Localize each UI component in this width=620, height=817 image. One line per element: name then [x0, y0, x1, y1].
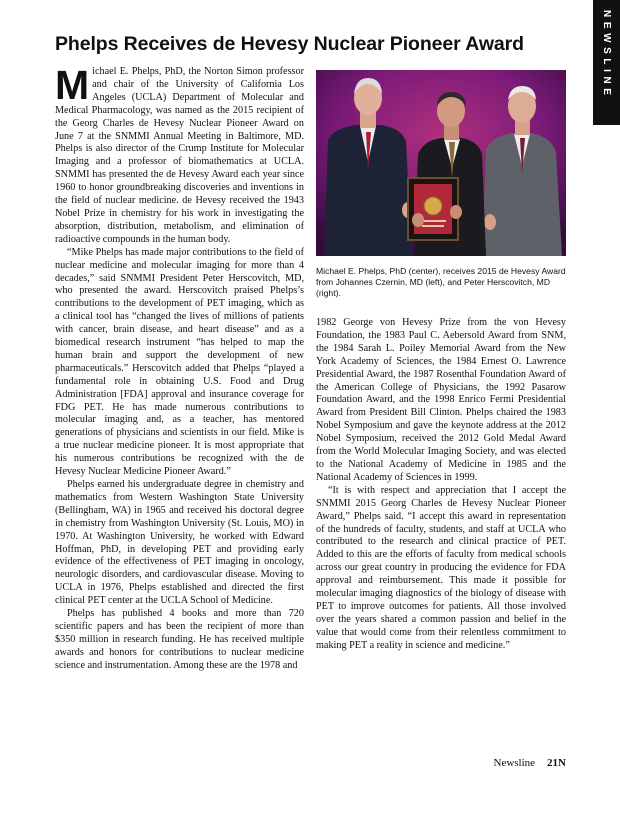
article-paragraph: “It is with respect and appreciation that I accept the SNMMI 2015 Georg Charles de Hevesy Nuclear Pioneer Award,” Phelps said. “I accept this award in representation of the hundreds of faculty, students, and staff at UCLA who contributed to the research and clinical practice of PET. Added to this are the efforts of faculty from medical schools across our great country in producing the evidence for FDA approval and reimbursement. This made it possible for molecular imaging diagnostics of the biology of disease with PET to improve outcomes for patients. All those involved over the years shared a common passion and belief in the value that would come from their relentless commitment to making PET a reality in science and medicine.” — [316, 484, 566, 651]
page-footer — [470, 757, 566, 769]
publication-name: Newsline — [493, 757, 536, 769]
article-paragraph: Phelps earned his undergraduate degree in chemistry and mathematics from Western Washington State University (Bellingham, WA) in 1965 and received his doctoral degree in chemistry from Washington University (St. Louis, MO) in 1970. At Washington University, he worked with Edward Hoffman, PhD, in developing PET and providing early evidence of the effectiveness of PET imaging in oncology, neurologic disorders, and cardiovascular disease. Moving to UCLA in 1976, Phelps established and directed the first clinical PET center at the UCLA School of Medicine. — [55, 479, 304, 607]
photo-caption: Michael E. Phelps, PhD (center), receives 2015 de Hevesy Award from Johannes Czernin, MD (left), and Peter Herscovitch, MD (right). — [316, 266, 566, 298]
section-tab — [593, 0, 620, 125]
section-label: NEWSLINE — [601, 10, 612, 100]
article-paragraph: 1982 George von Hevesy Prize from the von Hevesy Foundation, the 1983 Paul C. Aebersold Award from SNM, the 1984 Sarah L. Poiley Memorial Award from the New York Academy of Sciences, the 1984 Ernest O. Lawrence Presidential Award, the 1987 Rosenthal Foundation Award of the American College of Physicians, the 1992 Pasarow Foundation Award, and the 1998 Enrico Fermi Presidential Award from President Bill Clinton. Phelps chaired the 1983 Nobel Symposium and gave the keynote address at the 2012 Nobel Symposium, received the 2012 Gold Medal Award from the World Molecular Imaging Society, and was elected to the National Academy of Medicine in 1985 and the National Academy of Sciences in 1999. — [316, 317, 566, 483]
award-plaque — [408, 178, 458, 240]
page-number: 21N — [547, 757, 566, 769]
drop-cap: M — [55, 62, 90, 108]
article-paragraph: “Mike Phelps has made major contributions to the field of nuclear medicine and molecular imaging for more than 4 decades,” said SNMMI President Peter Herscovitch, MD, who presented the award. Herscovitch praised Phelps’s contributions to the development of PET imaging, which as a clinical tool has “changed the lives of millions of patients with cancer, brain disease, and heart disease” and as a biomedical research instrument “has helped to map the human brain and support the development of new pharmaceuticals.” Herscovitch added that Phelps “played a fundamental role in obtaining U.S. Food and Drug Administration [FDA] approval and insurance coverage for FDG PET. He has made numerous contributions to molecular imaging and, as a teacher, has mentored generations of physicians and scientists in our field. Mike is a true nuclear medicine pioneer. It is most appropriate that his numerous contributions be recognized with the de Hevesy Nuclear Medicine Pioneer Award.” — [55, 246, 304, 478]
article-paragraph: Phelps has published 4 books and more than 720 scientific papers and has been the recipient of more than $350 million in research funding. He has received multiple awards and honors for contributions to nuclear medicine science and instrumentation. Among these are the 1978 and — [55, 608, 304, 671]
article-column-left — [55, 62, 304, 673]
article-title: Phelps Receives de Hevesy Nuclear Pioneer Award — [55, 33, 524, 55]
award-photo — [316, 70, 566, 256]
paragraph-text: ichael E. Phelps, PhD, the Norton Simon professor and chair of the University of California Los Angeles (UCLA) Department of Molecular and Medical Pharmacology, was named as the 2015 recipient of the Georg Charles de Hevesy Nuclear Pioneer Award on June 7 at the SNMMI Annual Meeting in Baltimore, MD. Phelps is also director of the Crump Institute for Molecular Imaging and a professor of biomathematics at UCLA. SNMMI has presented the de Hevesy Award each year since 1960 to honor groundbreaking discoveries and inventions in the field of nuclear medicine. de Hevesy received the 1943 Nobel Prize in chemistry for his work in investigating the absorption, distribution, metabolism, and elimination of radioactive compounds in the human body. — [55, 66, 304, 245]
article-column-right — [316, 317, 566, 653]
article-paragraph — [55, 62, 304, 247]
